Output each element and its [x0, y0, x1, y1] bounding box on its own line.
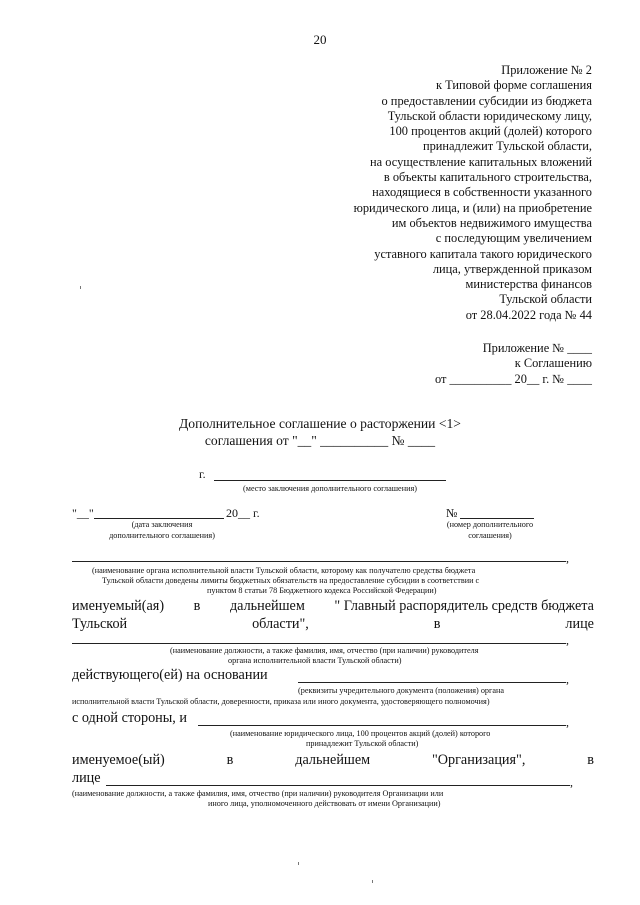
authority-designation-row: [72, 598, 594, 615]
word: в: [433, 616, 441, 632]
document-subtitle: соглашения от "__" __________ № ____: [204, 433, 436, 448]
legal-entity-caption: (наименование юридического лица, 100 процентов акций (долей) которого: [230, 729, 491, 738]
appendix-line: на осуществление капитальных вложений: [370, 154, 592, 169]
page-number: 20: [313, 32, 327, 47]
comma: ,: [566, 715, 569, 729]
authority-head-field-line[interactable]: [72, 643, 566, 644]
organization-head-caption: (наименование должности, а также фамилия, имя, отчество (при наличии) руководителя Организации или: [72, 789, 444, 798]
basis-field-line[interactable]: [298, 682, 566, 683]
authority-designation-row: [72, 616, 594, 633]
organization-head-caption: иного лица, уполномоченного действовать от имени Организации): [208, 799, 441, 808]
appendix-line: юридического лица, и (или) на приобретение: [353, 200, 592, 215]
appendix-line: Тульской области: [499, 292, 592, 307]
appendix-line: находящиеся в собственности указанного: [372, 185, 592, 200]
appendix-line: принадлежит Тульской области,: [422, 139, 592, 154]
appendix-line: министерства финансов: [465, 277, 592, 292]
word: в: [193, 598, 201, 614]
appendix-line: уставного капитала такого юридического: [374, 246, 592, 261]
appendix-line: Тульской области юридическому лицу,: [387, 108, 592, 123]
date-caption: дополнительного соглашения): [109, 531, 215, 540]
word: в: [587, 752, 594, 768]
word: лице: [565, 616, 594, 632]
word: Тульской: [72, 616, 128, 632]
word: дальнейшем: [229, 598, 305, 614]
word: именуемое(ый): [72, 752, 165, 768]
first-party-label: с одной стороны, и: [72, 710, 187, 726]
scan-speck: [80, 286, 81, 289]
authority-field-line[interactable]: [72, 561, 566, 562]
number-caption: (номер дополнительного: [446, 520, 534, 529]
number-prefix: №: [446, 506, 458, 520]
place-prefix: г.: [199, 467, 206, 481]
authority-head-caption: органа исполнительной власти Тульской области): [228, 656, 402, 665]
agreement-annex: [435, 341, 592, 387]
appendix-line: от 28.04.2022 года № 44: [465, 307, 592, 322]
word: именуемый(ая): [72, 598, 165, 614]
authority-head-caption: (наименование должности, а также фамилия, имя, отчество (при наличии) руководителя: [170, 646, 479, 655]
legal-entity-caption: принадлежит Тульской области): [306, 739, 419, 748]
appendix-line: Приложение № 2: [501, 63, 592, 77]
comma: ,: [566, 633, 569, 647]
date-field-line[interactable]: [94, 518, 224, 519]
word: в: [226, 752, 234, 768]
place-caption: (место заключения дополнительного соглашения): [243, 484, 417, 493]
word: "Организация",: [431, 752, 526, 768]
legal-entity-field-line[interactable]: [198, 725, 566, 726]
authority-caption: Тульской области доведены лимиты бюджетных обязательств на предоставление субсидии в соответствии с: [102, 576, 480, 585]
document-title: Дополнительное соглашение о расторжении <1>: [179, 416, 461, 431]
organization-head-field-line[interactable]: [106, 785, 570, 786]
date-day-prefix: "__": [72, 506, 94, 520]
comma: ,: [570, 775, 573, 789]
authority-caption: пунктом 8 статьи 78 Бюджетного кодекса Российской Федерации): [207, 586, 437, 595]
basis-label: действующего(ей) на основании: [72, 667, 268, 683]
agreement-annex-ref: к Соглашению: [514, 356, 592, 371]
word: " Главный распорядитель средств бюджета: [334, 598, 594, 614]
number-field-line[interactable]: [460, 518, 534, 519]
word: области",: [252, 616, 309, 632]
appendix-header: [354, 63, 592, 323]
date-caption: (дата заключения: [131, 520, 193, 529]
comma: ,: [566, 551, 569, 565]
date-year-suffix: 20__ г.: [226, 506, 260, 520]
appendix-line: 100 процентов акций (долей) которого: [389, 124, 592, 139]
comma: ,: [566, 672, 569, 686]
scan-speck: [372, 880, 373, 883]
appendix-line: с последующим увеличением: [435, 231, 592, 246]
authority-caption: (наименование органа исполнительной власти Тульской области, которому как получателю средства бюджета: [92, 566, 476, 575]
word: дальнейшем: [295, 752, 371, 768]
organization-face-label: лице: [72, 770, 101, 786]
appendix-line: лица, утвержденной приказом: [432, 261, 592, 276]
agreement-annex-number: Приложение № ____: [482, 341, 592, 355]
appendix-line: о предоставлении субсидии из бюджета: [381, 93, 592, 108]
basis-caption: исполнительной власти Тульской области, доверенности, приказа или иного документа, удостоверяющего полномочия): [72, 697, 490, 706]
appendix-line: в объекты капитального строительства,: [383, 170, 592, 185]
scan-speck: [298, 862, 299, 865]
place-field-line[interactable]: [214, 480, 446, 481]
organization-designation-row: [72, 752, 594, 769]
agreement-annex-date: от __________ 20__ г. № ____: [434, 371, 592, 386]
basis-caption: (реквизиты учредительного документа (положения) органа: [298, 686, 505, 695]
appendix-line: к Типовой форме соглашения: [435, 78, 592, 93]
number-caption: соглашения): [468, 531, 512, 540]
appendix-line: им объектов недвижимого имущества: [391, 215, 592, 230]
